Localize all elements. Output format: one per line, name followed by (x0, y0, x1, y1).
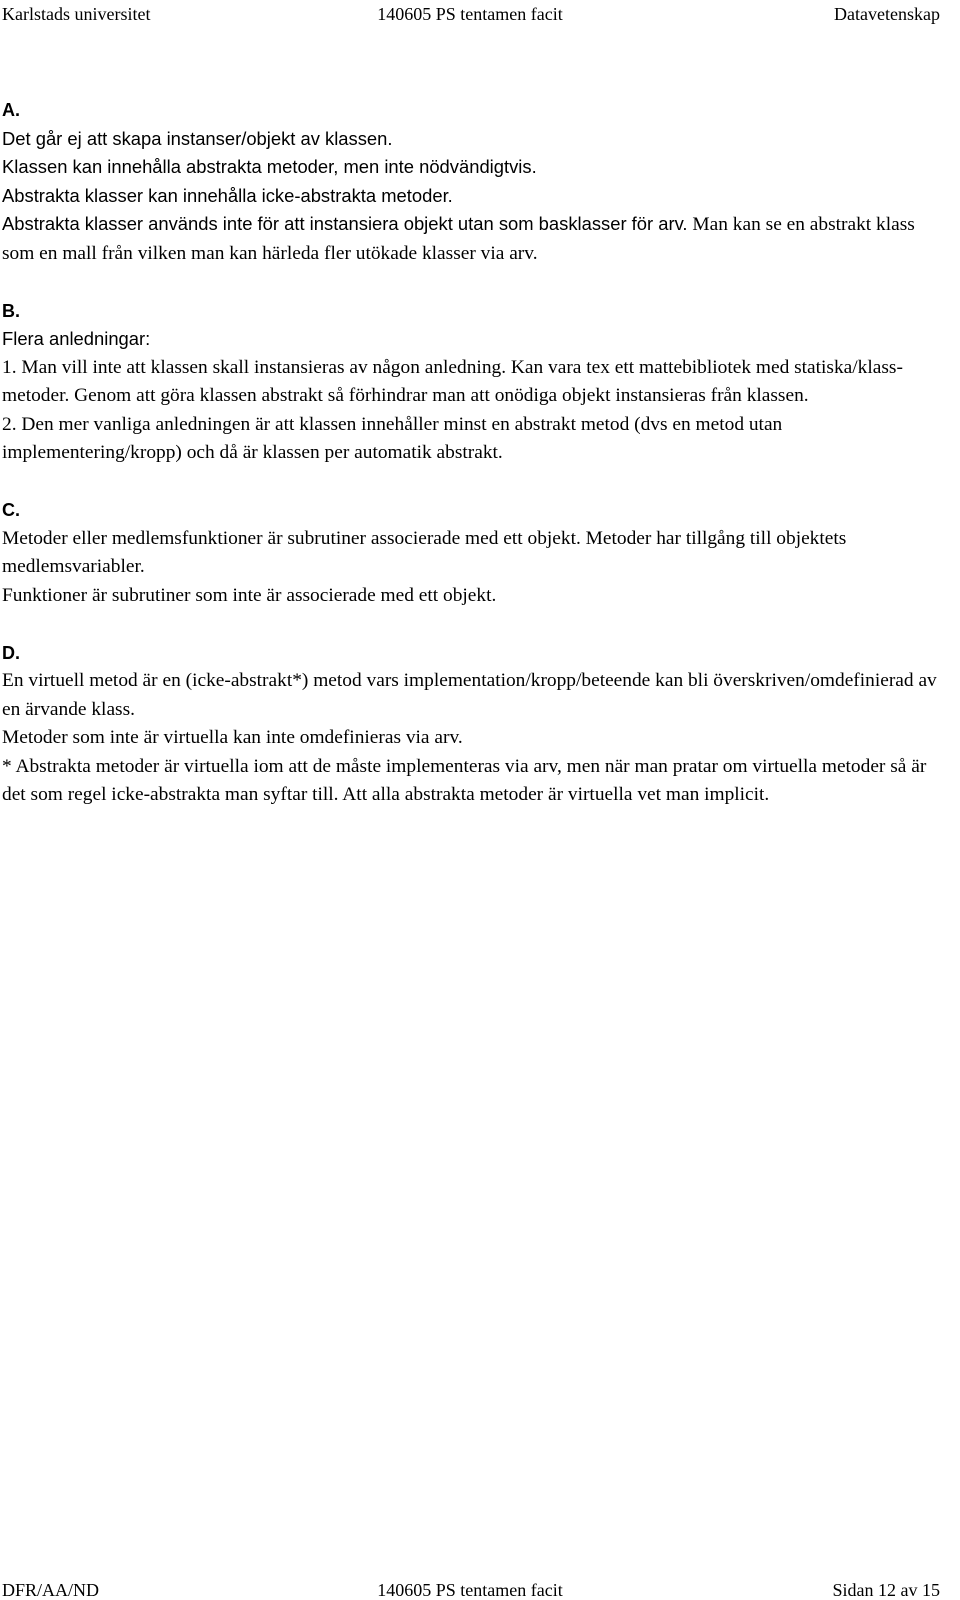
section-c-paragraph-1: Metoder eller medlemsfunktioner är subrutiner associerade med ett objekt. Metoder har tillgång till objektets medlemsvariabler. (2, 527, 847, 577)
section-a-heading: A. (2, 100, 20, 120)
footer-authors: DFR/AA/ND (2, 1580, 100, 1600)
section-b (2, 297, 937, 468)
section-b-intro: Flera anledningar: (2, 328, 151, 349)
section-a-para-serif: Man kan se en abstrakt klass som en mall från vilken man kan härleda fler utökade klasser via arv. (2, 214, 915, 264)
section-a-line-3: Abstrakta klasser kan innehålla icke-abstrakta metoder. (2, 184, 453, 206)
footer-document-title: 140605 PS tentamen facit (377, 1580, 563, 1600)
section-d-paragraph-2: Metoder som inte är virtuella kan inte omdefinieras via arv. (2, 727, 463, 748)
section-d-heading: D. (2, 642, 20, 663)
section-b-reason-1: 1. Man vill inte att klassen skall instansieras av någon anledning. Kan vara tex ett mattebibliotek med statiska/klass-metoder. Genom att göra klassen abstrakt så förhindrar man att onödiga objekt instansieras från klassen. (2, 356, 903, 406)
section-d-paragraph-1: En virtuell metod är en (icke-abstrakt*) metod vars implementation/kropp/beteende kan bli överskriven/omdefinierad av en ärvande klass. (2, 670, 937, 720)
section-a-line-2: Klassen kan innehålla abstrakta metoder, men inte nödvändigtvis. (2, 156, 537, 177)
page-header (0, 0, 940, 28)
header-document-title: 140605 PS tentamen facit (377, 4, 563, 24)
section-c (2, 496, 937, 610)
section-d (2, 639, 937, 810)
section-c-paragraph-2: Funktioner är subrutiner som inte är associerade med ett objekt. (2, 584, 497, 606)
section-b-reason-2: 2. Den mer vanliga anledningen är att klassen innehåller minst en abstrakt metod (dvs en metod utan implementering/kropp) och då är klassen per automatik abstrakt. (2, 413, 783, 463)
page-footer (0, 1580, 940, 1600)
header-university: Karlstads universitet (2, 4, 151, 24)
section-d-footnote: * Abstrakta metoder är virtuella iom att de måste implementeras via arv, men när man pratar om virtuella metoder så är det som regel icke-abstrakta man syftar till. Att alla abstrakta metoder är virtuella vet man implicit. (2, 755, 927, 805)
section-c-heading: C. (2, 500, 20, 520)
document-body (2, 96, 937, 838)
section-a-para-sans: Abstrakta klasser används inte för att instansiera objekt utan som basklasser för arv. (2, 213, 688, 234)
footer-page-number: Sidan 12 av 15 (832, 1580, 940, 1600)
section-a-paragraph (2, 210, 937, 268)
section-a-line-1: Det går ej att skapa instanser/objekt av klassen. (2, 127, 393, 149)
section-a (2, 96, 937, 268)
section-b-heading: B. (2, 300, 20, 321)
header-department: Datavetenskap (834, 4, 940, 24)
